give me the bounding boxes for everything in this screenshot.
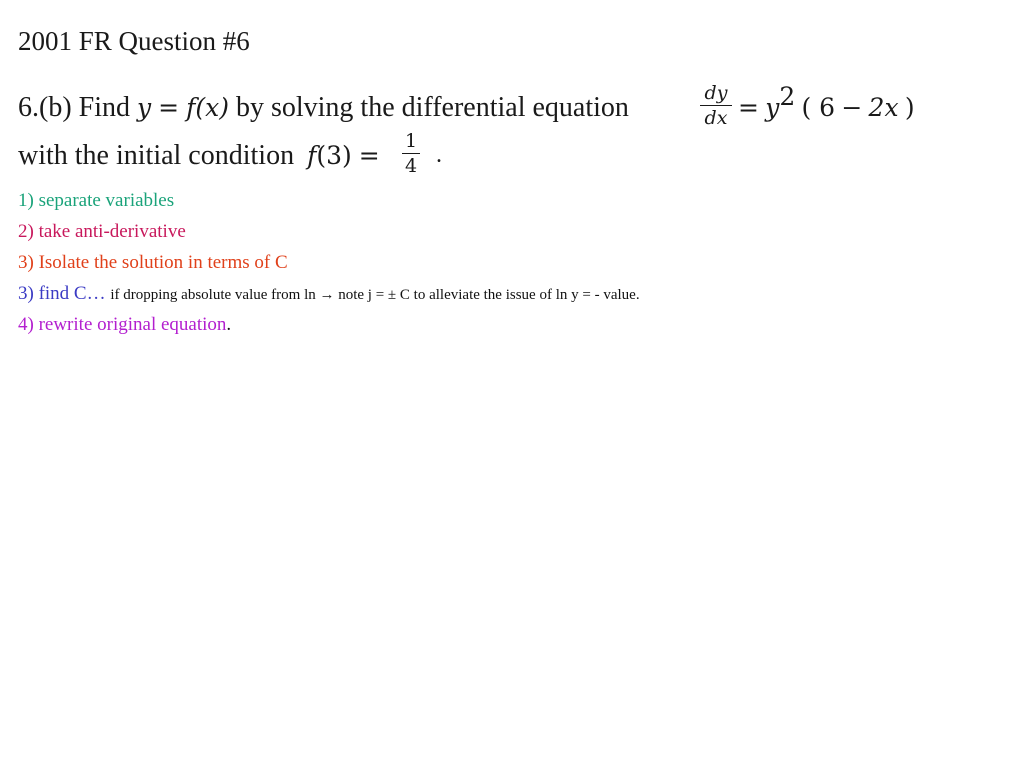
step-anti-derivative: 2) take anti-derivative	[18, 221, 186, 242]
math-y: y	[137, 93, 152, 122]
ic-fraction-bar	[402, 153, 420, 154]
differential-equation-rhs	[738, 82, 915, 125]
derivative-numerator: dy	[704, 82, 728, 104]
page-title: 2001 FR Question #6	[18, 26, 250, 56]
ic-numerator: 1	[404, 130, 418, 152]
ic-f: f	[307, 141, 317, 170]
rhs-close: )	[904, 93, 915, 122]
rhs-equals: =	[738, 93, 759, 122]
math-f-arg: (x)	[195, 93, 229, 122]
step-find-c	[18, 282, 640, 307]
ic-arg: (3)	[316, 141, 352, 170]
step-find-c-label: 3) find C…	[18, 283, 106, 304]
rhs-open: ( 6	[801, 93, 836, 122]
initial-value-fraction	[402, 130, 420, 177]
rhs-exponent: 2	[779, 82, 796, 111]
rhs-y: y	[765, 93, 780, 122]
fraction-bar	[700, 105, 732, 106]
problem-statement-line2	[18, 138, 380, 174]
problem-middle-text: by solving the differential equation	[228, 92, 629, 123]
step-separate-variables: 1) separate variables	[18, 190, 175, 211]
initial-condition-text: with the initial condition	[18, 140, 295, 171]
math-equals: =	[158, 93, 180, 122]
rhs-minus: −	[841, 93, 863, 122]
problem-prefix: 6.(b) Find	[18, 92, 137, 123]
step-rewrite-equation	[18, 313, 231, 337]
rhs-two-x: 2x	[868, 93, 899, 122]
step-rewrite-label: 4) rewrite original equation	[18, 314, 227, 335]
absolute-value-note: if dropping absolute value from ln → note j = ± C to alleviate the issue of ln y = - value.	[110, 287, 640, 303]
ic-period: .	[436, 142, 442, 168]
math-f: f	[186, 93, 196, 122]
derivative-denominator: dx	[704, 107, 728, 129]
problem-statement-line1	[18, 88, 629, 128]
derivative-fraction	[700, 82, 732, 129]
ic-equals: =	[358, 141, 380, 170]
step-isolate-solution: 3) Isolate the solution in terms of C	[18, 252, 288, 273]
step-rewrite-period: .	[226, 314, 232, 335]
ic-denominator: 4	[404, 155, 418, 177]
